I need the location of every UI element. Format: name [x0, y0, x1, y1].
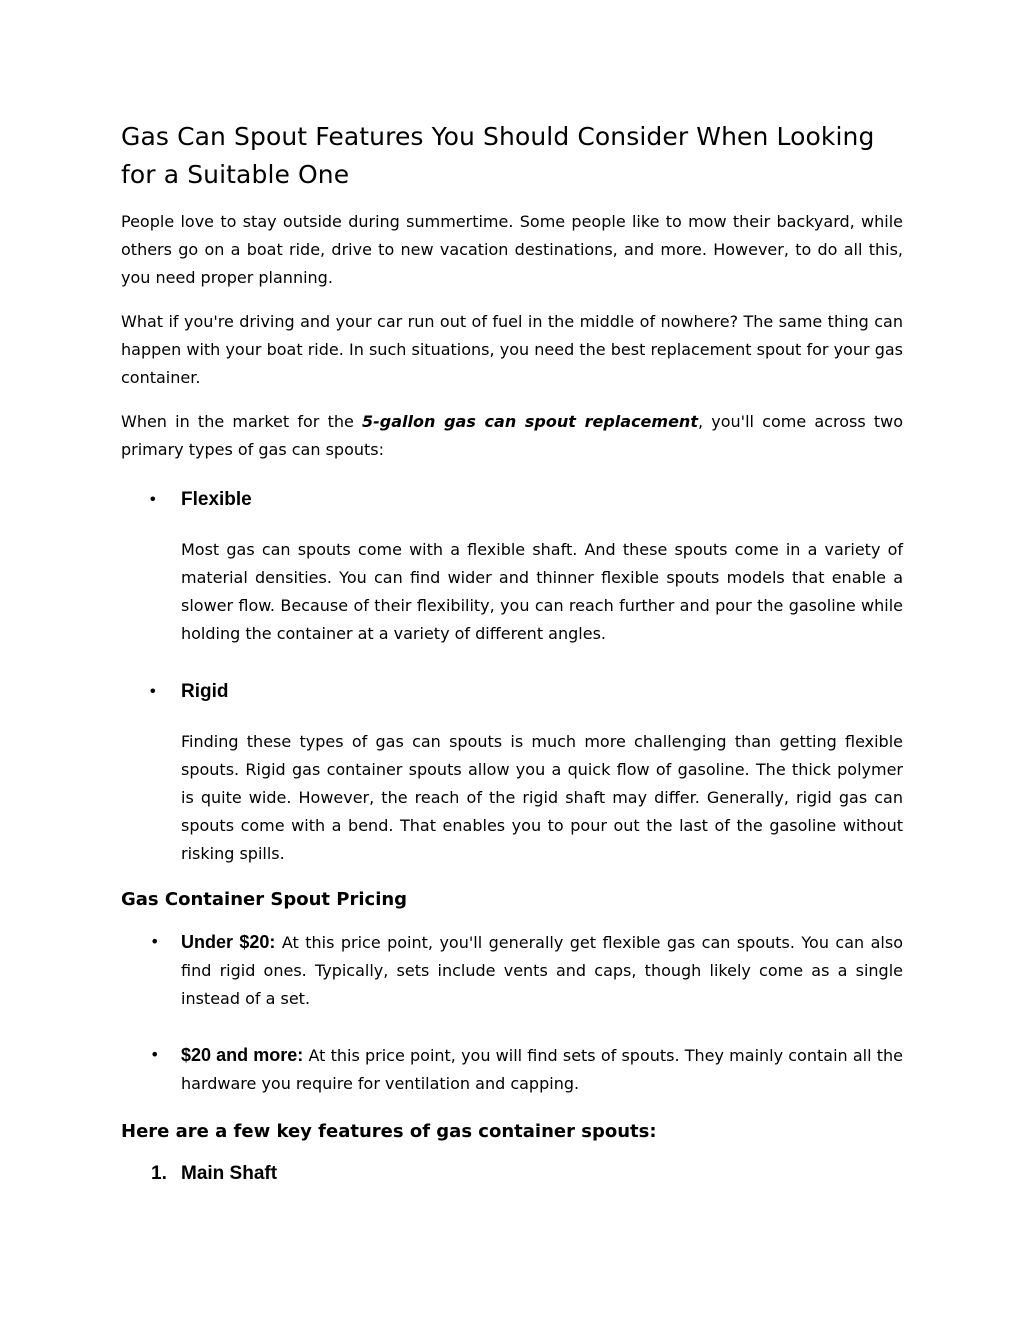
features-heading: Here are a few key features of gas container spouts: [121, 1121, 657, 1142]
product-link-emphasis: 5-gallon gas can spout replacement [362, 412, 698, 431]
market-paragraph-before: When in the market for the [121, 412, 363, 431]
market-paragraph [121, 408, 903, 464]
spout-type-label: Rigid [181, 681, 229, 702]
list-number: 1. [151, 1163, 167, 1184]
market-paragraph-after: , you'll come across two primary types of gas can spouts: [121, 412, 904, 459]
pricing-item-text: At this price point, you will find sets of spouts. They mainly contain all the hardware you require for ventilation and capping. [181, 1046, 903, 1093]
intro-paragraph-2: What if you're driving and your car run out of fuel in the middle of nowhere? The same thing can happen with your boat ride. In such situations, you need the best replacement spout for your gas container. [121, 312, 903, 387]
spout-type-flexible-heading [121, 486, 903, 514]
spout-type-rigid-body: Finding these types of gas can spouts is much more challenging than getting flexible spouts. Rigid gas container spouts allow you a quick flow of gasoline. The thick polymer is quite wide. However, the reach of the rigid shaft may differ. Generally, rigid gas can spouts come with a bend. That enables you to pour out the last of the gasoline without risking spills. [181, 732, 903, 863]
pricing-item-text: At this price point, you'll generally get flexible gas can spouts. You can also find rigid ones. Typically, sets include vents and caps, though likely come as a single instead of a set. [181, 933, 903, 1008]
intro-paragraph-1: People love to stay outside during summertime. Some people like to mow their backyard, while others go on a boat ride, drive to new vacation destinations, and more. However, to do all this, you need proper planning. [121, 212, 903, 287]
feature-label: Main Shaft [181, 1163, 278, 1184]
bullet-icon: • [150, 683, 156, 700]
spout-type-rigid-heading [121, 678, 903, 706]
pricing-item-lead: $20 and more: [181, 1045, 304, 1065]
document-page [121, 118, 903, 1188]
features-list-item [121, 1160, 903, 1188]
pricing-item-20-and-more [121, 1041, 903, 1098]
bullet-icon: • [150, 1045, 160, 1064]
pricing-heading: Gas Container Spout Pricing [121, 889, 408, 910]
bullet-icon: • [150, 491, 156, 508]
pricing-item-lead: Under $20: [181, 932, 276, 952]
pricing-item-under-20 [121, 928, 903, 1013]
spout-type-label: Flexible [181, 489, 252, 510]
bullet-icon: • [150, 932, 160, 951]
spout-type-flexible-body: Most gas can spouts come with a flexible shaft. And these spouts come in a variety of material densities. You can find wider and thinner flexible spouts models that enable a slower flow. Because of their flexibility, you can reach further and pour the gasoline while holding the container at a variety of different angles. [181, 540, 903, 643]
document-title: Gas Can Spout Features You Should Consider When Looking for a Suitable One [121, 122, 875, 189]
